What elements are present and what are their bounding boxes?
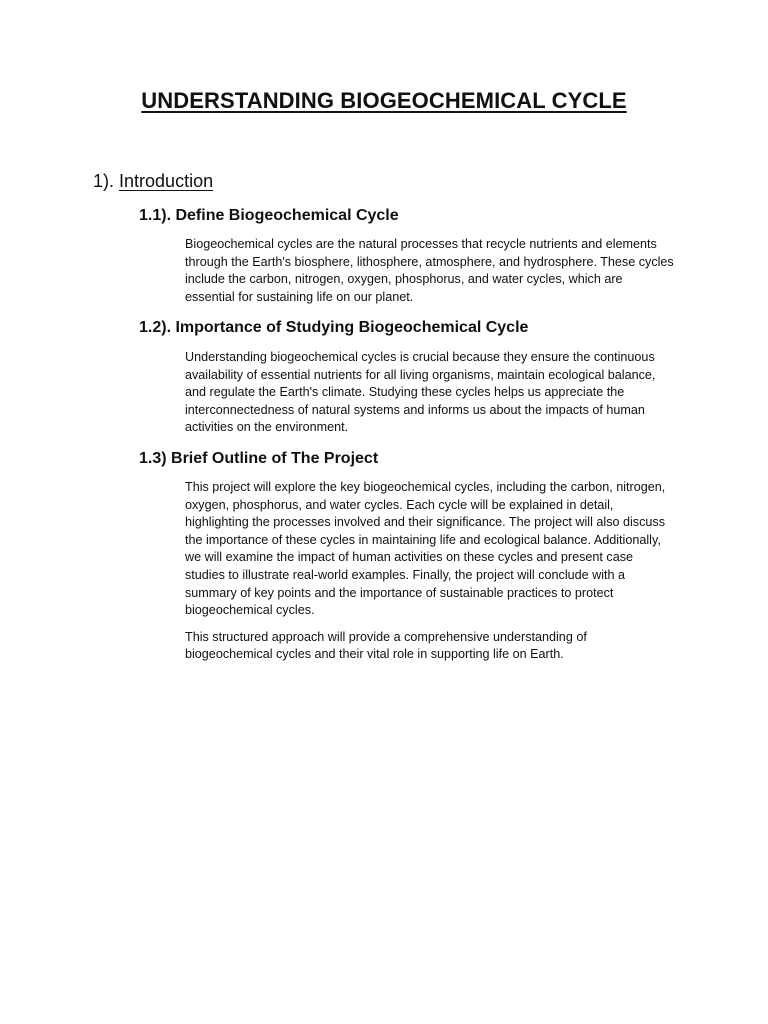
paragraph: Biogeochemical cycles are the natural processes that recycle nutrients and elements through the Earth's biosphere, lithosphere, atmosphere, and hydrosphere. These cycles include the carbon, nitrogen, oxygen, phosphorus, and water cycles, which are essential for sustaining life on our planet. (185, 237, 674, 304)
section-title: Introduction (119, 171, 214, 191)
paragraph: This structured approach will provide a comprehensive understanding of biogeochemical cycles and their vital role in supporting life on Earth. (185, 629, 587, 662)
section-heading-introduction (93, 171, 213, 192)
section-number: 1). (93, 171, 115, 191)
subsection-importance-of-studying (139, 317, 679, 437)
subsection-heading: 1.1). Define Biogeochemical Cycle (139, 207, 399, 224)
paragraph: This project will explore the key biogeochemical cycles, including the carbon, nitrogen, oxygen, phosphorus, and water cycles. Each cycle will be explained in detail, highlighting the processes involved and their significance. The project will also discuss the importance of these cycles in maintaining life and ecological balance. Additionally, we will examine the impact of human activities on these cycles and present case studies to illustrate real-world examples. Finally, the project will conclude with a summary of key points and the importance of sustainable practices to protect biogeochemical cycles. (185, 480, 666, 618)
paragraph: Understanding biogeochemical cycles is crucial because they ensure the continuous availability of essential nutrients for all living organisms, maintain ecological balance, and regulate the Earth's climate. Studying these cycles helps us appreciate the interconnectedness of natural systems and informs us about the impacts of human activities on the environment. (185, 350, 656, 435)
document-title: UNDERSTANDING BIOGEOCHEMICAL CYCLE (141, 88, 627, 113)
subsection-heading: 1.3) Brief Outline of The Project (139, 450, 379, 467)
subsection-project-outline (139, 448, 679, 664)
subsection-heading: 1.2). Importance of Studying Biogeochemical Cycle (139, 319, 529, 336)
subsection-define-biogeochemical-cycle (139, 205, 679, 306)
